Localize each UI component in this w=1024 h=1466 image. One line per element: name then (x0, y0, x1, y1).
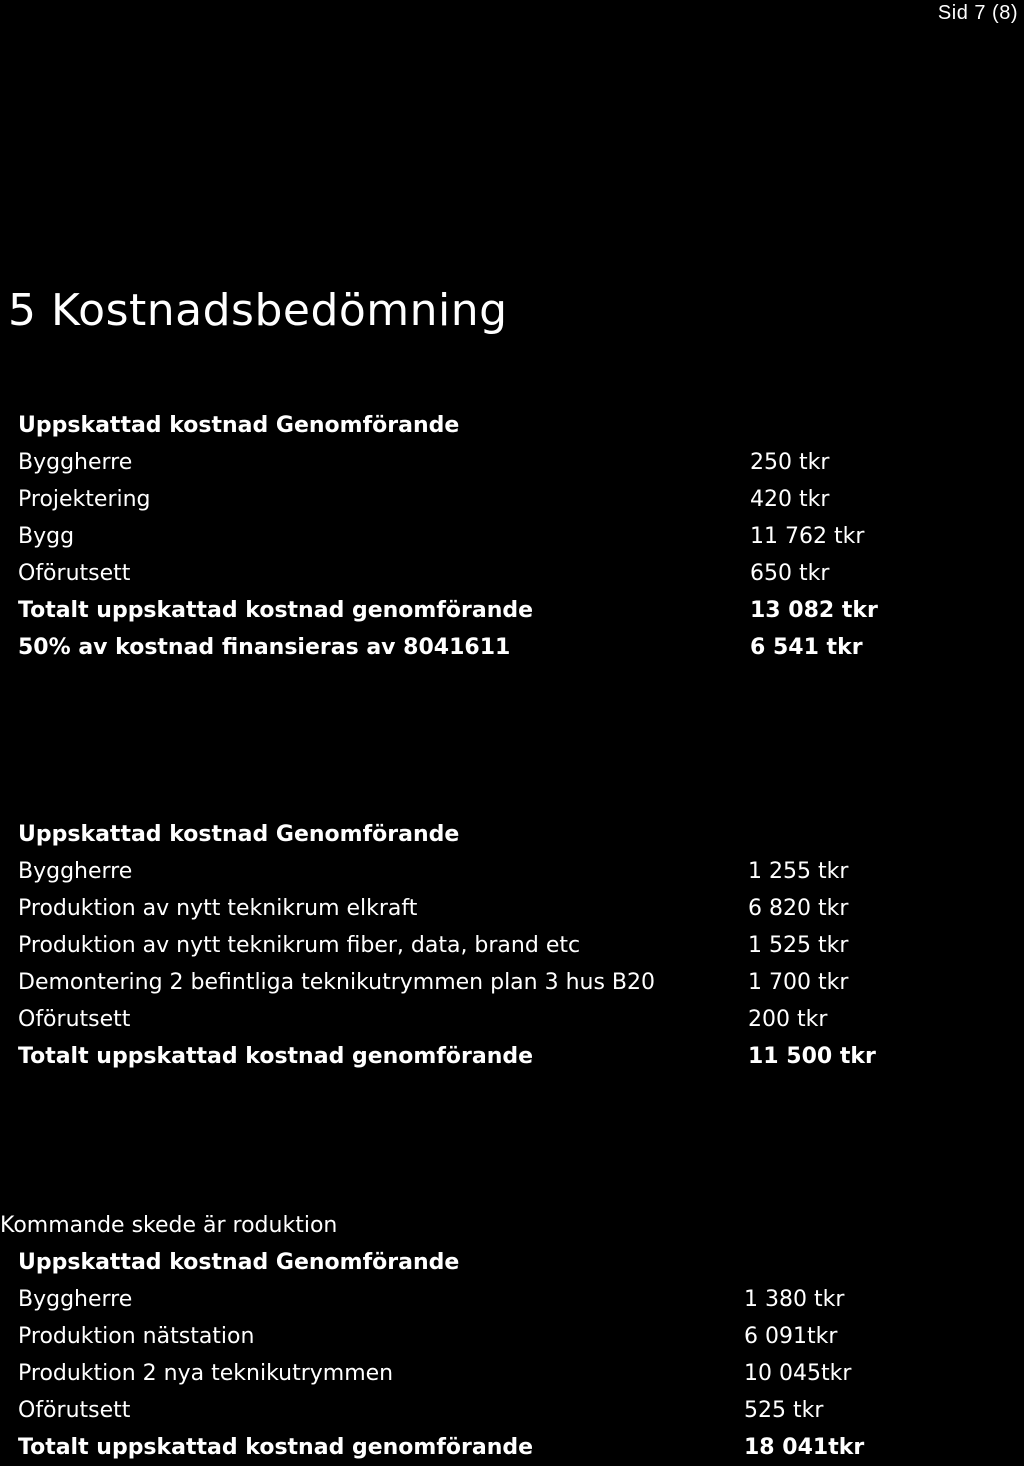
cost-value: 6 091tkr (744, 1324, 838, 1349)
cost-value: 1 380 tkr (744, 1287, 845, 1312)
cost-value: 10 045tkr (744, 1361, 852, 1386)
cost-label: Oförutsett (18, 1398, 131, 1423)
total-value: 11 500 tkr (748, 1044, 876, 1069)
cost-row (18, 481, 898, 518)
cost-row (18, 1281, 898, 1318)
cost-label: Produktion 2 nya teknikutrymmen (18, 1361, 394, 1386)
table-title (18, 816, 898, 853)
next-phase-intro: Kommande skede är roduktion (0, 1213, 338, 1238)
cost-table-3 (18, 1244, 898, 1466)
financing-label: 50% av kostnad finansieras av 8041611 (18, 635, 511, 660)
cost-value: 11 762 tkr (750, 524, 865, 549)
cost-row (18, 1001, 898, 1038)
cost-row (18, 890, 898, 927)
total-label: Totalt uppskattad kostnad genomförande (18, 1435, 534, 1460)
cost-row (18, 555, 898, 592)
cost-row (18, 444, 898, 481)
page-number: Sid 7 (8) (937, 2, 1018, 24)
cost-value: 6 820 tkr (748, 896, 849, 921)
total-label: Totalt uppskattad kostnad genomförande (18, 598, 534, 623)
cost-value: 1 700 tkr (748, 970, 849, 995)
cost-row (18, 1318, 898, 1355)
cost-label: Byggherre (18, 450, 133, 475)
total-value: 13 082 tkr (750, 598, 878, 623)
section-heading: 5 Kostnadsbedömning (8, 285, 508, 336)
cost-label: Projektering (18, 487, 151, 512)
cost-table-2 (18, 816, 898, 1075)
financing-value: 6 541 tkr (750, 635, 863, 660)
total-label: Totalt uppskattad kostnad genomförande (18, 1044, 534, 1069)
cost-value: 525 tkr (744, 1398, 824, 1423)
cost-row (18, 1355, 898, 1392)
financing-row (18, 629, 898, 666)
cost-row (18, 518, 898, 555)
cost-row (18, 964, 898, 1001)
cost-value: 250 tkr (750, 450, 830, 475)
cost-value: 1 255 tkr (748, 859, 849, 884)
cost-label: Oförutsett (18, 1007, 131, 1032)
table-title-label: Uppskattad kostnad Genomförande (18, 1250, 460, 1275)
cost-label: Byggherre (18, 859, 133, 884)
cost-row (18, 927, 898, 964)
cost-label: Produktion av nytt teknikrum fiber, data, brand etc (18, 933, 581, 958)
table-title-label: Uppskattad kostnad Genomförande (18, 413, 460, 438)
cost-table-1 (18, 407, 898, 666)
cost-value: 650 tkr (750, 561, 830, 586)
table-title-label: Uppskattad kostnad Genomförande (18, 822, 460, 847)
cost-row (18, 1392, 898, 1429)
cost-label: Oförutsett (18, 561, 131, 586)
total-value: 18 041tkr (744, 1435, 865, 1460)
cost-value: 420 tkr (750, 487, 830, 512)
cost-value: 1 525 tkr (748, 933, 849, 958)
table-title (18, 407, 898, 444)
cost-value: 200 tkr (748, 1007, 828, 1032)
total-row (18, 1429, 898, 1466)
cost-label: Produktion nätstation (18, 1324, 255, 1349)
cost-label: Byggherre (18, 1287, 133, 1312)
total-row (18, 592, 898, 629)
table-title (18, 1244, 898, 1281)
cost-label: Bygg (18, 524, 75, 549)
cost-label: Produktion av nytt teknikrum elkraft (18, 896, 418, 921)
total-row (18, 1038, 898, 1075)
cost-row (18, 853, 898, 890)
cost-label: Demontering 2 befintliga teknikutrymmen plan 3 hus B20 (18, 970, 656, 995)
